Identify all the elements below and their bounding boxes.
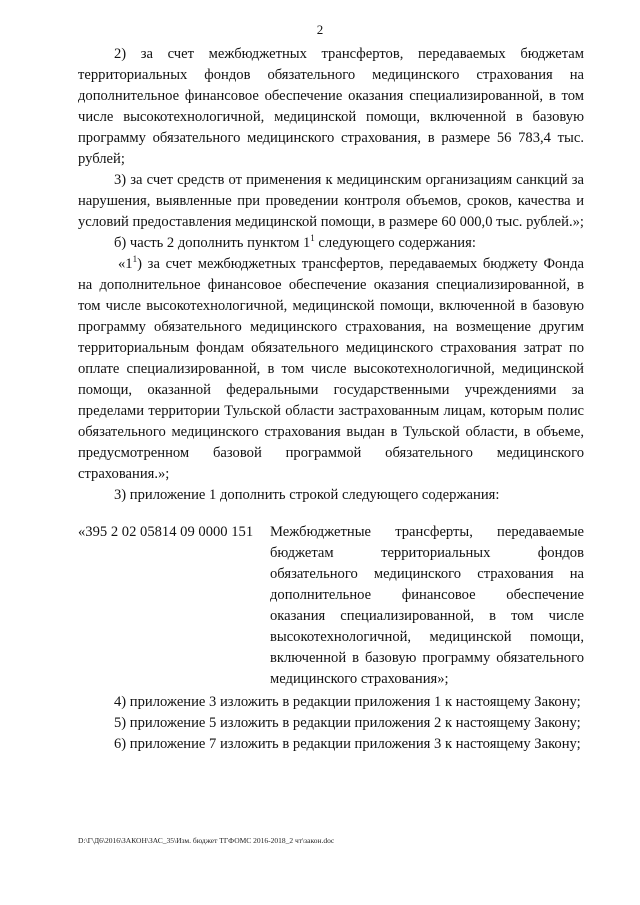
budget-code-description: Межбюджетные трансферты, передаваемые бюджетам территориальных фондов обязательного медицинского страхования на дополнительное финансовое обеспечение оказания специализированной, в том числе высокотехнологичной, медицинской помощи, включенной в базовую программу обязательного медицинского страхования»; [270,524,584,687]
paragraph-item-3: 3) за счет средств от применения к медицинским организациям санкций за нарушения, выявленные при проведении контроля объемов, сроков, качества и условий предоставления медицинской помощи, в размере 60 000,0 тыс. рублей.»; [78,172,584,230]
quote-open: «1 [118,256,133,272]
file-path-footer: D:\Г\Д6\2016\ЗАКОН\ЗАС_35\Изм. бюджет ТГФОМС 2016-2018_2 чт\закон.doc [78,836,335,845]
superscript-marker: 1 [132,254,138,265]
paragraph-item-1-1 [78,254,584,485]
paragraph-item-2: 2) за счет межбюджетных трансфертов, передаваемых бюджетам территориальных фондов обязательного медицинского страхования на дополнительное финансовое обеспечение оказания специализированной, в том числе высокотехнологичной, медицинской помощи, включенной в базовую программу обязательного медицинского страхования, в размере 56 783,4 тыс. рублей; [78,46,584,167]
budget-code-row [78,522,584,690]
page-number: 2 [316,22,324,37]
item-1-1-text: ) за счет межбюджетных трансфертов, передаваемых бюджету Фонда на дополнительное финансовое обеспечение оказания специализированной, в том числе высокотехнологичной, медицинской помощи, включенной в базовую программу обязательного медицинского страхования, на возмещение другим территориальным фондам обязательного медицинского страхования затрат по оплате специализированной, в том числе высокотехнологичной, медицинской помощи, оказанной федеральными государственными учреждениями за пределами территории Тульской области застрахованным лицам, которым полис обязательного медицинского страхования выдан в Тульской области, в объеме, предусмотренном базовой программой обязательного медицинского страхования.»; [78,256,584,482]
paragraph-appendix-1: 3) приложение 1 дополнить строкой следующего содержания: [114,487,500,503]
budget-classification-code: «395 2 02 05814 09 0000 151 [78,524,254,540]
paragraph-appendix-3: 4) приложение 3 изложить в редакции приложения 1 к настоящему Закону; [114,694,581,710]
paragraph-part-2-amendment [78,233,584,254]
superscript-marker: 1 [310,233,315,244]
document-body [78,44,584,755]
amendment-text-before: б) часть 2 дополнить пунктом 1 [114,235,311,251]
amendment-text-after: следующего содержания: [314,235,476,251]
paragraph-appendix-5: 5) приложение 5 изложить в редакции приложения 2 к настоящему Закону; [114,715,581,731]
paragraph-appendix-7: 6) приложение 7 изложить в редакции приложения 3 к настоящему Закону; [114,736,581,752]
